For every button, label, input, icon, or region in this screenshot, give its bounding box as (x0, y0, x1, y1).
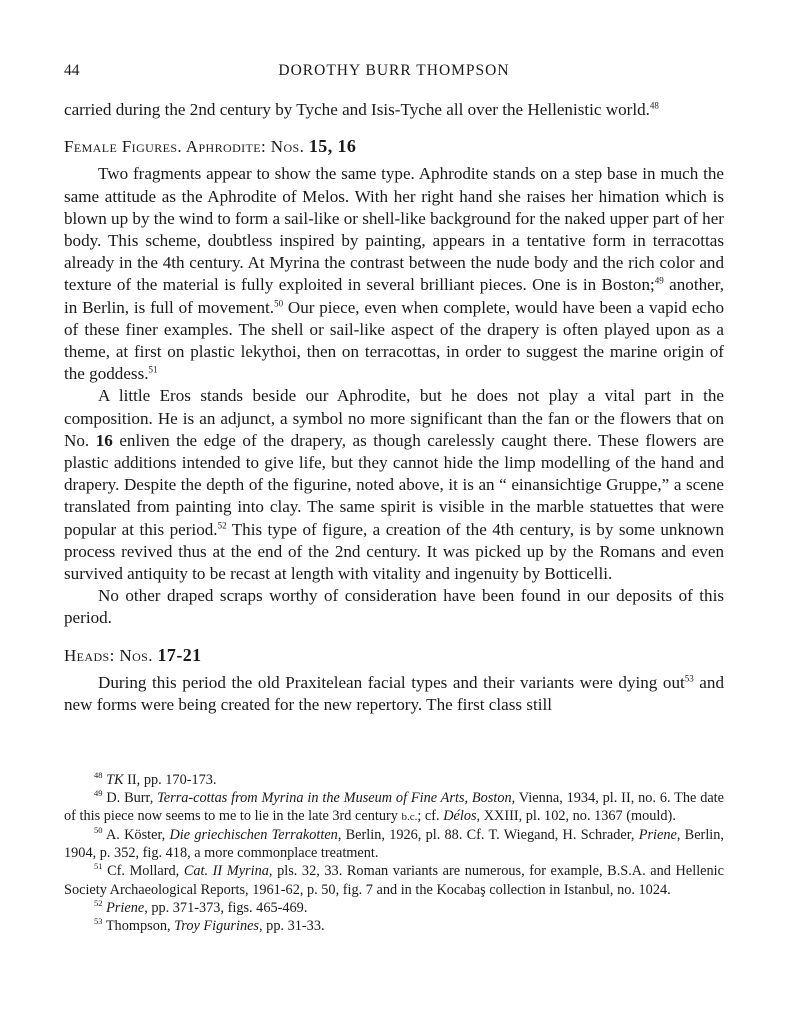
footnote-italic: TK (106, 772, 124, 788)
paragraph-text: This type of figure, a creation of the 4th century, is by some unknown process revived thus at the end of the 2nd century. It was picked up by the Romans and even survived antiquity to be recast at length with vitality and ingenuity by Botticelli. (64, 519, 724, 584)
heading-label: Heads: (64, 645, 115, 665)
footnote-49 (64, 789, 724, 826)
footnote-ref-48[interactable]: 48 (649, 100, 659, 111)
footnote-text: ; cf. (417, 808, 444, 825)
footnote-italic: Cat. II Myrina (183, 863, 269, 880)
heading-numbers: 17-21 (157, 644, 202, 665)
footnote-italic: Priene (638, 827, 677, 844)
heading-nos: Nos. (119, 645, 153, 665)
footnote-number: 51 (94, 861, 103, 872)
footnote-ref-50[interactable]: 50 (274, 297, 284, 308)
paragraph-text: A little Eros stands beside our Aphrodite, but he does not play a vital part in the composition. He is an adjunct, a symbol no more significant than the fan or the flowers that on No. (64, 386, 724, 450)
footnote-text: Vienna, 1934, pl. II, no. 6. The date of this piece now seems to me to lie in the late 3rd century (64, 790, 725, 825)
footnote-text: II, pp. 170-173. (123, 772, 217, 788)
footnote-ref-52[interactable]: 52 (217, 519, 227, 530)
footnote-50 (64, 826, 724, 862)
page-header (64, 62, 724, 86)
footnote-ref-51[interactable]: 51 (148, 364, 158, 375)
footnote-text: , Berlin, 1904, p. 352, fig. 418, a more commonplace treatment. (64, 827, 724, 862)
paragraph-continuation (64, 99, 724, 121)
paragraph-text: enliven the edge of the drapery, as though carelessly caught there. These flowers are plastic additions intended to give life, but they cannot hide the limp modelling of the hand and drapery. Despite the depth of the figurine, noted above, it is an “ einansichtige Gruppe,” a scene translated from painting into clay. The same spirit is visible in the marble statuettes that were popular at this period. (64, 430, 724, 539)
footnote-number: 48 (94, 770, 103, 781)
section-heading-female-figures (64, 135, 724, 158)
footnote-ref-49[interactable]: 49 (654, 275, 664, 286)
running-head: DOROTHY BURR THOMPSON (278, 62, 510, 79)
paragraph-draped-scraps: No other draped scraps worthy of consideration have been found in our deposits of this period. (64, 586, 724, 628)
footnote-52 (64, 899, 724, 917)
paragraph-text: and new forms were being created for the new repertory. The first class still (64, 672, 724, 715)
heading-nos: Nos. (270, 137, 305, 157)
section-heading-heads (64, 644, 724, 667)
footnote-text: , pls. 32, 33. Roman variants are numerous, for example, B.S.A. and Hellenic Society Archaeological Reports, 1961-62, p. 50, fig. 7 and in the Kocabaş collection in Istanbul, no. 1024. (64, 863, 724, 898)
footnote-text: D. Burr, (106, 790, 158, 807)
footnote-number: 49 (94, 788, 103, 799)
catalog-number: 16 (95, 430, 113, 450)
page (64, 62, 724, 716)
heading-label: Female Figures. Aphrodite: (64, 137, 267, 157)
paragraph-aphrodite (64, 163, 724, 385)
footnote-text: XXIII, pl. 102, no. 1367 (mould). (480, 808, 676, 825)
footnote-number: 50 (94, 825, 103, 836)
footnote-italic: Die griechischen Terrakotten (169, 827, 338, 844)
footnotes (64, 771, 724, 935)
paragraph-heads (64, 672, 724, 716)
paragraph-text: Our piece, even when complete, would have been a vapid echo of these finer examples. The shell or sail-like aspect of the drapery is often played upon as a theme, at first on plastic lekythoi, then on terracottas, in order to suggest the marine origin of the goddess. (64, 297, 724, 384)
footnote-number: 53 (94, 915, 103, 926)
footnote-text: A. Köster, (105, 827, 170, 844)
paragraph-text: another, in Berlin, is full of movement. (64, 275, 725, 317)
footnote-text: , Berlin, 1926, pl. 88. Cf. T. Wiegand, H. Schrader, (337, 827, 639, 844)
footnote-text: , pp. 31-33. (259, 917, 325, 934)
footnote-text: Thompson, (105, 917, 175, 934)
footnote-number: 52 (94, 897, 103, 908)
footnote-51 (64, 862, 724, 898)
footnote-ref-53[interactable]: 53 (684, 673, 694, 684)
footnote-italic: Troy Figurines (174, 917, 260, 934)
paragraph-text: Two fragments appear to show the same type. Aphrodite stands on a step base in much the same attitude as the Aphrodite of Melos. With her right hand she raises her himation which is blown up by the wind to form a sail-like or shell-like background for the naked upper part of her body. This scheme, doubtless inspired by painting, appears in a tentative form in terracottas already in the 4th century. At Myrina the contrast between the nude body and the rich color and texture of the material is fully exploited in several brilliant pieces. One is in Boston; (64, 164, 724, 295)
footnote-48 (64, 771, 724, 789)
footnote-italic: Terra-cottas from Myrina in the Museum of Fine Arts, Boston, (157, 790, 516, 807)
footnote-italic: Délos, (443, 808, 481, 825)
page-number: 44 (64, 62, 80, 79)
body-text (64, 99, 724, 716)
paragraph-text: carried during the 2nd century by Tyche and Isis-Tyche all over the Hellenistic world. (64, 100, 650, 119)
footnote-text: , pp. 371-373, figs. 465-469. (144, 899, 308, 916)
footnote-italic: Priene (106, 899, 145, 916)
footnote-text: Cf. Mollard, (107, 863, 184, 880)
paragraph-text: During this period the old Praxitelean facial types and their variants were dying out (98, 672, 685, 692)
heading-numbers: 15, 16 (308, 136, 357, 157)
footnote-smallcaps: b.c. (401, 811, 418, 824)
footnote-53 (64, 917, 724, 935)
paragraph-eros (64, 385, 724, 585)
